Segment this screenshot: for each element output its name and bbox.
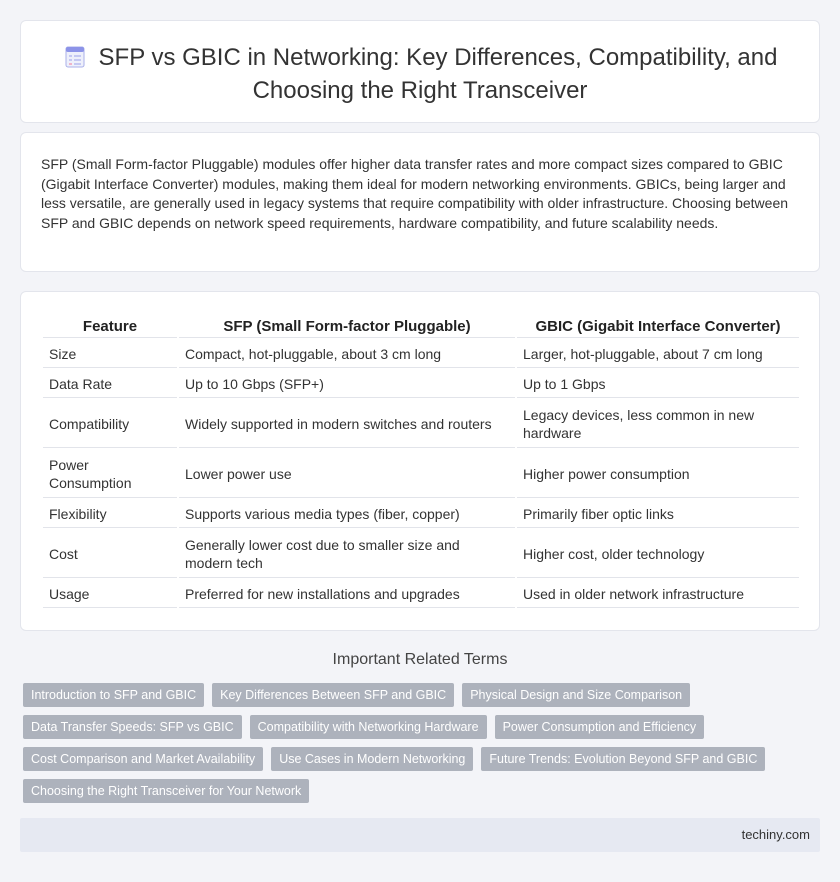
sfp-cell: Widely supported in modern switches and routers bbox=[179, 400, 515, 448]
footer-site-link[interactable]: techiny.com bbox=[741, 827, 810, 842]
feature-cell: Cost bbox=[43, 530, 177, 578]
related-term-chip[interactable]: Use Cases in Modern Networking bbox=[271, 747, 473, 771]
gbic-cell: Used in older network infrastructure bbox=[517, 580, 799, 608]
document-icon bbox=[63, 45, 87, 76]
related-term-chip[interactable]: Introduction to SFP and GBIC bbox=[23, 683, 204, 707]
header-gbic: GBIC (Gigabit Interface Converter) bbox=[517, 314, 799, 338]
feature-cell: Usage bbox=[43, 580, 177, 608]
sfp-cell: Generally lower cost due to smaller size and modern tech bbox=[179, 530, 515, 578]
related-term-chip[interactable]: Power Consumption and Efficiency bbox=[495, 715, 705, 739]
comparison-table bbox=[41, 312, 801, 610]
related-term-chip[interactable]: Compatibility with Networking Hardware bbox=[250, 715, 487, 739]
sfp-cell: Lower power use bbox=[179, 450, 515, 498]
intro-card bbox=[20, 132, 820, 272]
sfp-cell: Preferred for new installations and upgrades bbox=[179, 580, 515, 608]
comparison-card bbox=[20, 291, 820, 631]
gbic-cell: Up to 1 Gbps bbox=[517, 370, 799, 398]
page-title: SFP vs GBIC in Networking: Key Differences, Compatibility, and Choosing the Right Transceiver bbox=[98, 44, 778, 104]
feature-cell: Flexibility bbox=[43, 500, 177, 528]
gbic-cell: Higher power consumption bbox=[517, 450, 799, 498]
table-row bbox=[43, 450, 799, 498]
related-term-chip[interactable]: Future Trends: Evolution Beyond SFP and GBIC bbox=[481, 747, 765, 771]
intro-paragraph: SFP (Small Form-factor Pluggable) modules offer higher data transfer rates and more compact sizes compared to GBIC (Gigabit Interface Converter) modules, making them ideal for modern networking environments. GBICs, being larger and less versatile, are generally used in legacy systems that require compatibility with older infrastructure. Choosing between SFP and GBIC depends on network speed requirements, hardware compatibility, and future scalability needs. bbox=[41, 156, 789, 231]
related-terms-list bbox=[23, 683, 813, 811]
footer-bar bbox=[20, 818, 820, 852]
table-row bbox=[43, 370, 799, 398]
header-card bbox=[20, 20, 820, 123]
table-row bbox=[43, 340, 799, 368]
related-terms-title: Important Related Terms bbox=[332, 651, 508, 668]
related-term-chip[interactable]: Data Transfer Speeds: SFP vs GBIC bbox=[23, 715, 242, 739]
page-title-wrap bbox=[21, 43, 819, 105]
table-row bbox=[43, 400, 799, 448]
gbic-cell: Primarily fiber optic links bbox=[517, 500, 799, 528]
feature-cell: Data Rate bbox=[43, 370, 177, 398]
feature-cell: Size bbox=[43, 340, 177, 368]
table-row bbox=[43, 580, 799, 608]
sfp-cell: Compact, hot-pluggable, about 3 cm long bbox=[179, 340, 515, 368]
related-term-chip[interactable]: Physical Design and Size Comparison bbox=[462, 683, 690, 707]
gbic-cell: Larger, hot-pluggable, about 7 cm long bbox=[517, 340, 799, 368]
related-term-chip[interactable]: Cost Comparison and Market Availability bbox=[23, 747, 263, 771]
related-term-chip[interactable]: Choosing the Right Transceiver for Your Network bbox=[23, 779, 309, 803]
gbic-cell: Legacy devices, less common in new hardware bbox=[517, 400, 799, 448]
table-header-row bbox=[43, 314, 799, 338]
feature-cell: Power Consumption bbox=[43, 450, 177, 498]
table-row bbox=[43, 500, 799, 528]
feature-cell: Compatibility bbox=[43, 400, 177, 448]
gbic-cell: Higher cost, older technology bbox=[517, 530, 799, 578]
related-term-chip[interactable]: Key Differences Between SFP and GBIC bbox=[212, 683, 454, 707]
sfp-cell: Supports various media types (fiber, copper) bbox=[179, 500, 515, 528]
sfp-cell: Up to 10 Gbps (SFP+) bbox=[179, 370, 515, 398]
header-sfp: SFP (Small Form-factor Pluggable) bbox=[179, 314, 515, 338]
header-feature: Feature bbox=[43, 314, 177, 338]
table-row bbox=[43, 530, 799, 578]
